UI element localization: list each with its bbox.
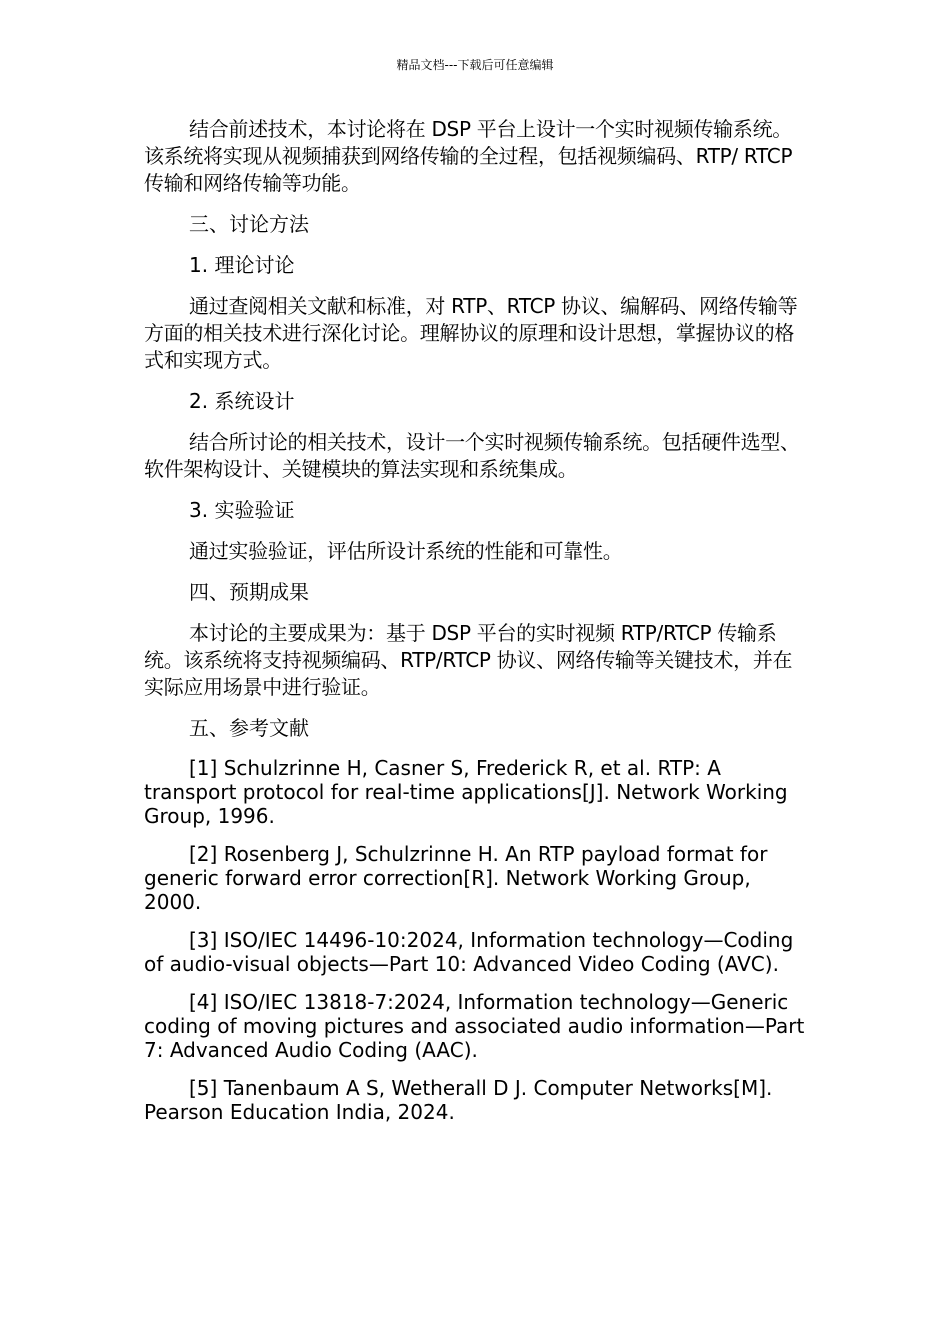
reference-item-2: [2] Rosenberg J, Schulzrinne H. An RTP payload format for generic forward error correction[R]. Network Working Group, 2000. [144,842,768,914]
subsection-heading-theory: 1. 理论讨论 [189,253,295,277]
design-paragraph: 结合所讨论的相关技术，设计一个实时视频传输系统。包括硬件选型、软件架构设计、关键模块的算法实现和系统集成。 [144,430,800,481]
reference-item-1: [1] Schulzrinne H, Casner S, Frederick R, et al. RTP: A transport protocol for real-time applications[J]. Network Working Group, 1996. [144,756,788,828]
experiment-paragraph: 通过实验验证，评估所设计系统的性能和可靠性。 [189,539,623,563]
document-body [144,116,809,1138]
subsection-heading-design: 2. 系统设计 [189,389,295,413]
outcomes-paragraph: 本讨论的主要成果为：基于 DSP 平台的实时视频 RTP/RTCP 传输系统。该系统将支持视频编码、RTP/RTCP 协议、网络传输等关键技术，并在实际应用场景中进行验证。 [144,621,793,699]
reference-item-5: [5] Tanenbaum A S, Wetherall D J. Computer Networks[M]. Pearson Education India, 2024. [144,1076,773,1124]
subsection-heading-experiment: 3. 实验验证 [189,498,295,522]
theory-paragraph: 通过查阅相关文献和标准，对 RTP、RTCP 协议、编解码、网络传输等方面的相关技术进行深化讨论。理解协议的原理和设计思想，掌握协议的格式和实现方式。 [144,294,798,372]
reference-item-3: [3] ISO/IEC 14496-10:2024, Information technology—Coding of audio-visual objects—Part 10: Advanced Video Coding (AVC). [144,928,794,976]
section-heading-methods: 三、讨论方法 [189,212,309,236]
section-heading-references: 五、参考文献 [189,716,309,740]
intro-paragraph: 结合前述技术，本讨论将在 DSP 平台上设计一个实时视频传输系统。该系统将实现从视频捕获到网络传输的全过程，包括视频编码、RTP/ RTCP 传输和网络传输等功能。 [144,117,793,195]
page-header: 精品文档---下载后可任意编辑 [396,58,554,72]
section-heading-outcomes: 四、预期成果 [189,580,309,604]
reference-item-4: [4] ISO/IEC 13818-7:2024, Information technology—Generic coding of moving pictures and associated audio information—Part 7: Advanced Audio Coding (AAC). [144,990,805,1062]
